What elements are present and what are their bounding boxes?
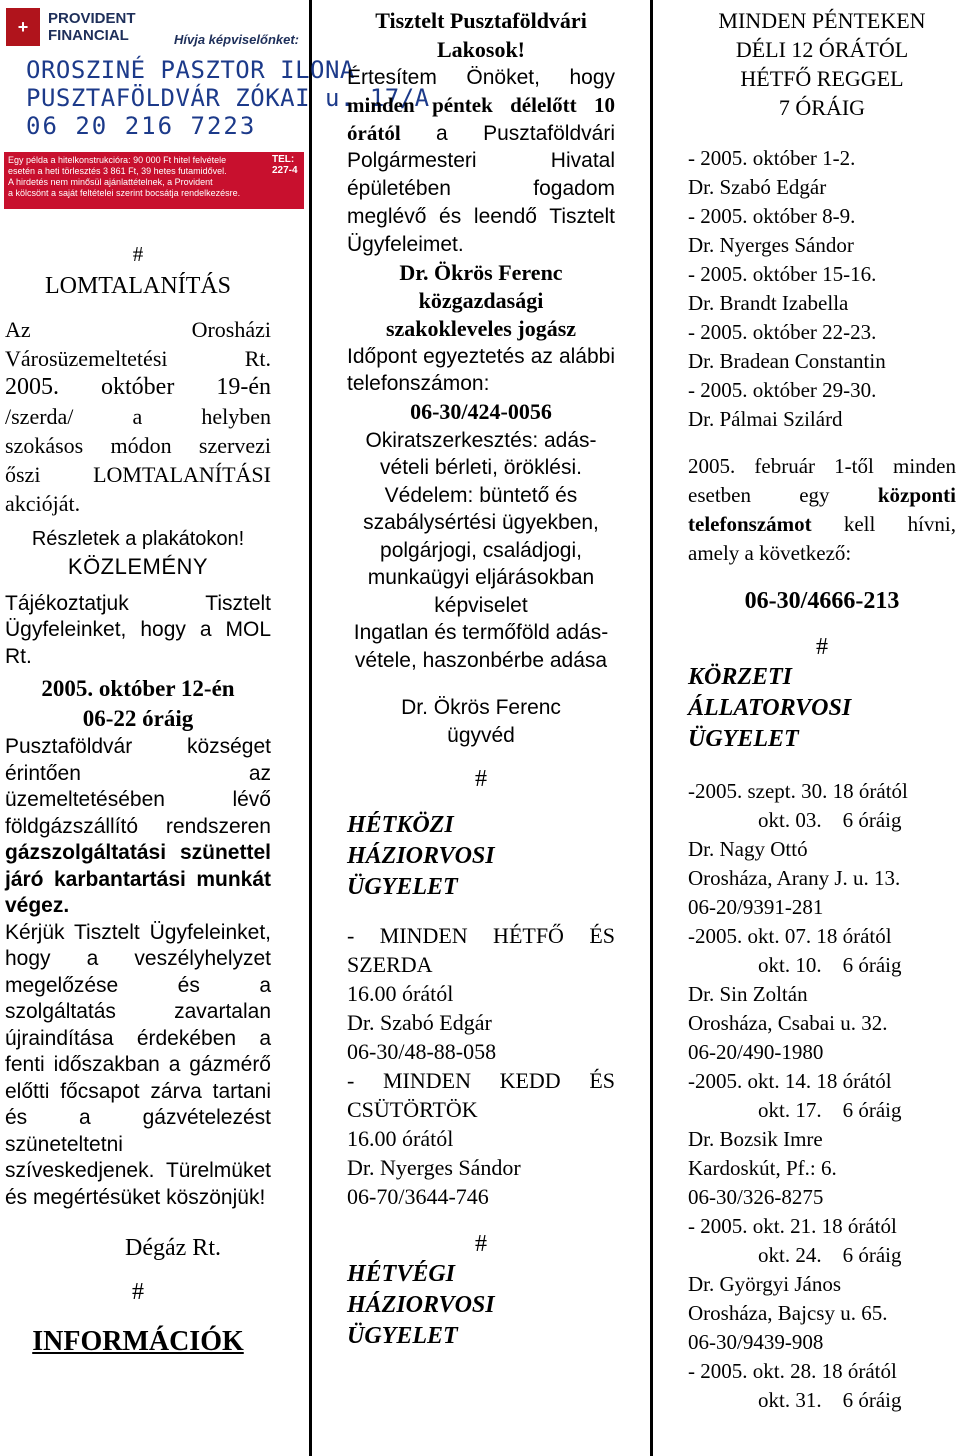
schedule-line: 06-30/48-88-058 [347, 1039, 497, 1065]
notice-text: kell hívni, amely a következő: [688, 512, 956, 565]
lom-line [5, 315, 271, 344]
schedule-line: - 2005. október 8-9. [688, 204, 856, 228]
vet-phone: 06-20/9391-281 [688, 895, 824, 919]
lom-line [5, 344, 271, 373]
duty-title-line: ÜGYELET [347, 874, 458, 901]
vet-to: okt. 31. 6 óráig [758, 1388, 902, 1412]
vet-address: Orosháza, Arany J. u. 13. [688, 866, 901, 890]
vet-to: okt. 24. 6 óráig [758, 1243, 902, 1267]
separator-hash: # [132, 1279, 144, 1305]
service-line: polgárjogi, családjogi, [380, 538, 582, 562]
informaciok-title: INFORMÁCIÓK [32, 1326, 244, 1357]
notice-text: a Pusztaföldvári Polgármesteri Hivatal épületében fogadom meglévő és leendő Tisztelt Ügyfeleimet. [347, 121, 615, 256]
separator-hash: # [475, 1231, 487, 1258]
central-phone-notice [688, 452, 956, 568]
vet-name: Dr. Nagy Ottó [688, 837, 808, 861]
kozl-bold-text: gázszolgáltatási szünettel járó karbantartási munkát végez. [5, 841, 271, 917]
vet-to: okt. 17. 6 óráig [758, 1098, 902, 1122]
lawyer-title: szakokleveles jogász [385, 315, 577, 341]
vet-name: Dr. Bozsik Imre [688, 1127, 823, 1151]
lom-line: akcióját. [5, 491, 81, 516]
vet-duty-title [688, 662, 956, 755]
duty-hours-line: DÉLI 12 ÓRÁTÓL [735, 37, 909, 62]
vet-from: -2005. okt. 07. 18 órától [688, 924, 892, 948]
lom-word: Az [5, 317, 31, 342]
lawyer-phone: 06-30/424-0056 [410, 398, 552, 424]
ad-handwriting-address: PUSZTAFÖLDVÁR ZÓKAI u. 17/A [26, 84, 430, 112]
vet-entry [688, 1067, 956, 1212]
schedule-line: SZERDA [347, 952, 433, 978]
weekend-duty-hours [688, 6, 956, 122]
kozl-text: Pusztaföldvár községet érintően az üzemeltetésében lévő földgázszállító rendszeren [5, 735, 271, 838]
lom-word: Rt. [244, 346, 271, 371]
vet-duty-schedule [688, 777, 956, 1415]
ad-fine-line: esetén a heti törlesztés 3 861 Ft, 39 hetes futamidővel. [8, 166, 227, 176]
vet-entry [688, 1357, 956, 1415]
schedule-line: - 2005. október 22-23. [688, 320, 877, 344]
vet-from: - 2005. okt. 21. 18 órától [688, 1214, 897, 1238]
schedule-line: Dr. Brandt Izabella [688, 291, 849, 315]
kozlemeny-title: KÖZLEMÉNY [67, 553, 209, 579]
vet-address: Kardoskút, Pf.: 6. [688, 1156, 837, 1180]
service-line: vétele, haszonbérbe adása [354, 648, 608, 672]
greeting-line: Lakosok! [436, 37, 526, 62]
service-line: képviselet [434, 593, 528, 617]
greeting-line: Tisztelt Pusztaföldvári [375, 8, 587, 33]
duty-title-line: HÁZIORVOSI [347, 843, 495, 870]
schedule-line: - 2005. október 29-30. [688, 378, 877, 402]
ad-card [4, 2, 430, 152]
lom-word: Orosházi [191, 317, 271, 342]
duty-hours-line: HÉTFŐ REGGEL [740, 66, 904, 91]
duty-hours-line: 7 ÓRÁIG [778, 95, 866, 120]
weekend-duty-schedule [688, 144, 956, 434]
ad-brand-line: FINANCIAL [48, 27, 129, 44]
duty-title-line: HÉTVÉGI [347, 1261, 456, 1288]
schedule-line: - 2005. október 15-16. [688, 262, 877, 286]
service-line: szabálysértési ügyekben, [363, 511, 599, 535]
ad-call-label: Hívja képviselőnket: [174, 32, 299, 47]
ad-fine-print [4, 152, 304, 209]
ad-brand-line: PROVIDENT [48, 10, 136, 27]
separator-hash: # [475, 766, 487, 793]
services-list [347, 427, 615, 675]
vet-from: - 2005. okt. 28. 18 órától [688, 1359, 897, 1383]
lom-date: 2005. október 19-én [5, 374, 271, 400]
kozlemeny-request: Kérjük Tisztelt Ügyfeleinket, hogy a veszélyhelyzet megelőzése és a szolgáltatás zavartalan újraindítása érdekében a fenti időszakban a gázmérő előtti főcsapot zárva tartani és a gázvételezést szüneteltetni szíveskedjenek. Türelmüket és megértésüket köszönjük! [5, 920, 271, 1209]
provident-ad [4, 2, 430, 209]
notice-text: Értesítem Önöket, hogy [347, 66, 615, 89]
schedule-line: - 2005. október 1-2. [688, 146, 856, 170]
column-middle [347, 6, 615, 1352]
service-line: munkaügyi eljárásokban [367, 566, 595, 590]
schedule-line: 06-70/3644-746 [347, 1184, 489, 1210]
vet-address: Orosháza, Bajcsy u. 65. [688, 1301, 888, 1325]
schedule-line: Dr. Szabó Edgár [347, 1010, 492, 1036]
duty-hours-line: MINDEN PÉNTEKEN [718, 8, 926, 33]
schedule-line: Dr. Pálmai Szilárd [688, 407, 843, 431]
vet-name: Dr. Sin Zoltán [688, 982, 808, 1006]
vet-name: Dr. Györgyi János [688, 1272, 842, 1296]
vet-entry [688, 1212, 956, 1357]
schedule-line: - MINDEN HÉTFŐ ÉS [347, 923, 615, 949]
ad-handwriting-name: OROSZINÉ PASZTOR ILONA [26, 56, 355, 84]
schedule-line: Dr. Nyerges Sándor [688, 233, 854, 257]
details-note: Részletek a plakátokon! [31, 528, 245, 550]
separator-hash: # [132, 242, 144, 266]
schedule-line: 16.00 órától [347, 1126, 454, 1152]
vet-entry [688, 777, 956, 922]
duty-title-line: KÖRZETI [688, 664, 793, 690]
vet-from: -2005. okt. 14. 18 órától [688, 1069, 892, 1093]
duty-title-line: ÜGYELET [347, 1323, 458, 1350]
weekday-duty-title [347, 810, 615, 903]
lawyer-title: közgazdasági [418, 287, 544, 313]
lawyer-signature-name: Dr. Ökrös Ferenc [401, 696, 561, 720]
notice-text: 2005. február 1-től minden esetben egy [688, 454, 956, 507]
lom-line: /szerda/ a helyben [5, 404, 271, 429]
lawyer-signature-title: ügyvéd [447, 724, 515, 748]
column-divider-left [309, 0, 312, 1456]
lomtalanitas-body [5, 315, 271, 518]
office-hours-notice [347, 64, 615, 259]
schedule-line: Dr. Nyerges Sándor [347, 1155, 521, 1181]
ad-tel-label: TEL: 227-4 [272, 154, 298, 176]
vet-phone: 06-30/9439-908 [688, 1330, 824, 1354]
schedule-line: CSÜTÖRTÖK [347, 1097, 478, 1123]
vet-entry [688, 922, 956, 1067]
duty-title-line: HÁZIORVOSI [347, 1292, 495, 1319]
vet-to: okt. 10. 6 óráig [758, 953, 902, 977]
ad-handwriting-phone: 06 20 216 7223 [26, 112, 257, 140]
appointment-text: Időpont egyeztetés az alábbi telefonszámon: [347, 344, 615, 395]
kozlemeny-body [5, 734, 271, 920]
service-line: Ingatlan és termőföld adás- [353, 621, 609, 645]
schedule-line: Dr. Szabó Edgár [688, 175, 827, 199]
schedule-line: 16.00 órától [347, 981, 454, 1007]
schedule-line: - MINDEN KEDD ÉS [347, 1068, 615, 1094]
column-left [5, 240, 271, 1359]
column-divider-right [650, 0, 653, 1456]
kozlemeny-intro: Tájékoztatjuk Tisztelt Ügyfeleinket, hogy a MOL Rt. [5, 591, 271, 668]
service-line: Védelem: büntető és [384, 483, 578, 507]
notice-bold-text: központi telefonszámot [688, 483, 957, 536]
vet-address: Orosháza, Csabai u. 32. [688, 1011, 888, 1035]
vet-to: okt. 03. 6 óráig [758, 808, 902, 832]
ad-fine-line: A hirdetés nem minősül ajánlattételnek, a Provident [8, 177, 213, 187]
duty-title-line: ÁLLATORVOSI [688, 695, 852, 721]
weekday-duty-schedule [347, 921, 615, 1211]
ad-brand [48, 10, 136, 44]
schedule-line: Dr. Bradean Constantin [688, 349, 886, 373]
weekend-duty-title [347, 1259, 615, 1352]
lom-line: őszi LOMTALANÍTÁSI [5, 462, 271, 487]
kozlemeny-time: 06-22 óráig [82, 706, 194, 731]
lom-word: Városüzemeltetési [5, 346, 168, 371]
duty-title-line: HÉTKÖZI [347, 812, 454, 839]
service-line: vételi bérleti, öröklési. [380, 456, 582, 480]
duty-title-line: ÜGYELET [688, 726, 799, 752]
separator-hash: # [816, 634, 828, 660]
lawyer-name: Dr. Ökrös Ferenc [399, 259, 563, 285]
column-right [688, 6, 956, 1415]
provident-logo-icon: + [6, 8, 40, 46]
vet-from: -2005. szept. 30. 18 órától [688, 779, 908, 803]
signature-degaz: Dégáz Rt. [125, 1235, 221, 1261]
central-phone-number: 06-30/4666-213 [744, 588, 900, 614]
ad-fine-line: Egy példa a hitelkonstrukcióra: 90 000 Ft hitel felvétele [8, 155, 227, 165]
lom-line: szokásos módon szervezi [5, 433, 271, 458]
vet-phone: 06-20/490-1980 [688, 1040, 824, 1064]
notice-bold-text: minden péntek délelőtt 10 órától [347, 92, 615, 145]
kozlemeny-date: 2005. október 12-én [41, 676, 235, 701]
vet-phone: 06-30/326-8275 [688, 1185, 824, 1209]
ad-fine-line: a kölcsönt a saját feltételei szerint bocsátja rendelkezésre. [8, 188, 241, 198]
lomtalanitas-title: LOMTALANÍTÁS [44, 273, 232, 299]
service-line: Okiratszerkesztés: adás- [365, 428, 597, 452]
